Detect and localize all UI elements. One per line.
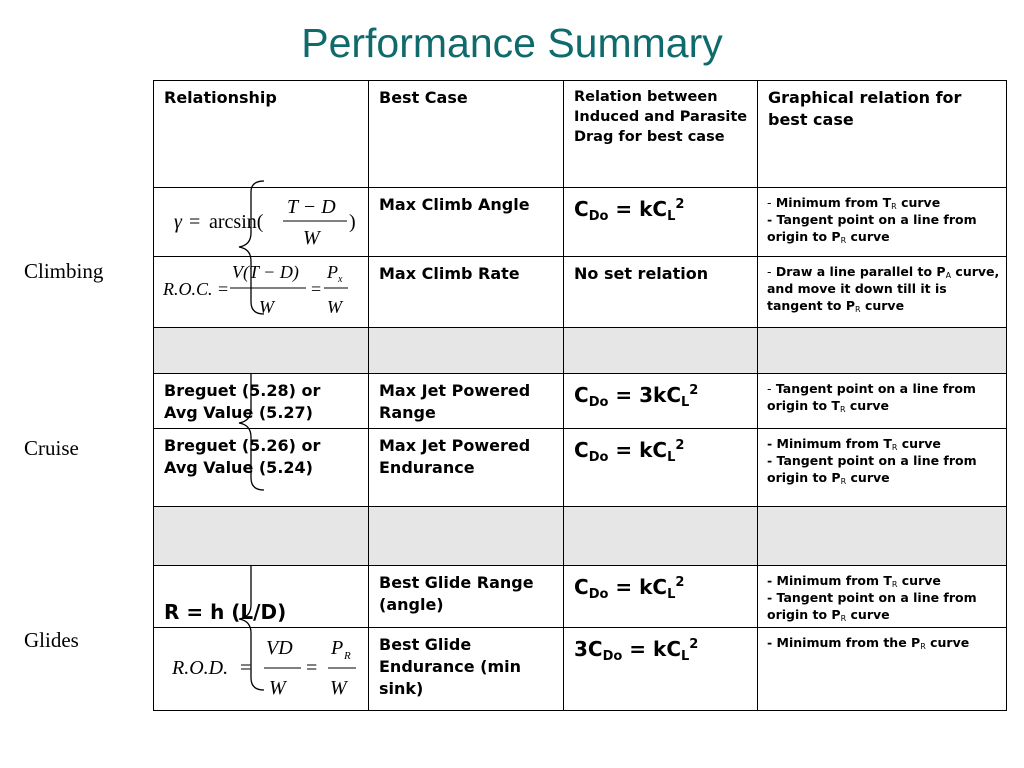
best-case-cell: Max Climb Angle [369, 188, 564, 257]
table-row [154, 628, 1007, 711]
relation-cell: $C_{Do} = 3kC_L^2$ [564, 374, 758, 429]
empty-cell [564, 507, 758, 566]
table-row [154, 374, 1007, 429]
best-case-cell: Best Glide Endurance (min sink) [369, 628, 564, 711]
graphical-item: - Minimum from $T_R$ curve [767, 573, 941, 589]
formula-symbol: R.O.D. [172, 657, 229, 679]
slide-title: Performance Summary [301, 20, 723, 66]
best-case-cell: Max Jet Powered Endurance [369, 429, 564, 507]
graphical-cell [758, 257, 1007, 328]
graphical-item: - Tangent point on a line from origin to $P_R$ curve [767, 212, 977, 245]
brace-graphics [118, 0, 158, 768]
performance-table [153, 80, 1007, 711]
formula-denominator: W [269, 677, 286, 699]
best-case-cell: Best Glide Range (angle) [369, 566, 564, 628]
relationship-cell: Breguet (5.26) or Avg Value (5.24) [154, 429, 369, 507]
best-case-cell: Max Jet Powered Range [369, 374, 564, 429]
formula-climb-angle [154, 188, 369, 257]
table-row [154, 257, 1007, 328]
formula-numerator-2: P [331, 637, 344, 659]
table-row [154, 566, 1007, 628]
graphical-cell [758, 628, 1007, 711]
graphical-cell [758, 188, 1007, 257]
graphical-item: - Tangent point on a line from origin to $T_R$ curve [767, 381, 976, 414]
graphical-item: - Tangent point on a line from origin to $P_R$ curve [767, 453, 977, 486]
empty-cell [369, 328, 564, 374]
formula-paren: ) [349, 211, 356, 233]
group-label-cruise: Cruise [24, 436, 79, 460]
formula-equals-2: = [306, 657, 318, 679]
table-row [154, 429, 1007, 507]
formula-numerator: T − D [287, 196, 336, 218]
empty-cell [154, 507, 369, 566]
formula-numerator: V(T − D) [232, 262, 299, 282]
formula-denominator: W [303, 227, 320, 246]
header-relationship: Relationship [154, 81, 369, 188]
graphical-item: - Draw a line parallel to $P_A$ curve, and move it down till it is tangent to $P_R$ curve [767, 264, 1000, 314]
table-row [154, 188, 1007, 257]
empty-cell [564, 328, 758, 374]
relation-cell: $3C_{Do} = kC_L^2$ [564, 628, 758, 711]
formula-symbol: γ [174, 211, 182, 233]
formula-climb-rate [154, 257, 369, 328]
relationship-cell: Breguet (5.28) or Avg Value (5.27) [154, 374, 369, 429]
table-header-row [154, 81, 1007, 188]
empty-cell [369, 507, 564, 566]
graphical-cell [758, 429, 1007, 507]
climb-angle-equation [160, 192, 360, 246]
graphical-item: - Minimum from $T_R$ curve [767, 195, 941, 211]
formula-symbol: R.O.C. [163, 279, 213, 299]
formula-function: arcsin( [209, 211, 264, 233]
best-case-cell: Max Climb Rate [369, 257, 564, 328]
empty-cell [758, 507, 1007, 566]
formula-denominator-2: W [327, 297, 342, 317]
relation-cell: $C_{Do} = kC_L^2$ [564, 566, 758, 628]
group-label-glides: Glides [24, 628, 79, 652]
graphical-item: - Minimum from the $P_R$ curve [767, 635, 970, 651]
climb-rate-equation [160, 261, 360, 317]
header-relation: Relation between Induced and Parasite Drag for best case [564, 81, 758, 188]
group-label-climbing: Climbing [24, 259, 104, 283]
rate-of-descent-equation [160, 632, 360, 700]
formula-rate-of-descent [154, 628, 369, 711]
formula-numerator-2: P [327, 262, 338, 282]
formula-equals-2: = [311, 279, 322, 299]
relation-cell: No set relation [564, 257, 758, 328]
graphical-cell [758, 374, 1007, 429]
relation-cell: $C_{Do} = kC_L^2$ [564, 188, 758, 257]
graphical-item: - Minimum from $T_R$ curve [767, 436, 941, 452]
formula-subscript: R [344, 650, 351, 662]
header-graphical: Graphical relation for best case [758, 81, 1007, 188]
formula-subscript: x [338, 274, 343, 285]
empty-cell [758, 328, 1007, 374]
relationship-cell: R = h (L/D) [154, 566, 369, 628]
graphical-item: - Tangent point on a line from origin to $P_R$ curve [767, 590, 977, 623]
formula-equals: = [218, 279, 229, 299]
formula-equals: = [240, 657, 252, 679]
separator-row [154, 507, 1007, 566]
separator-row [154, 328, 1007, 374]
empty-cell [154, 328, 369, 374]
relation-cell: $C_{Do} = kC_L^2$ [564, 429, 758, 507]
formula-denominator: W [259, 297, 274, 317]
formula-equals: = [189, 211, 201, 233]
formula-numerator: VD [266, 637, 293, 659]
header-best-case: Best Case [369, 81, 564, 188]
formula-denominator-2: W [330, 677, 347, 699]
graphical-cell [758, 566, 1007, 628]
